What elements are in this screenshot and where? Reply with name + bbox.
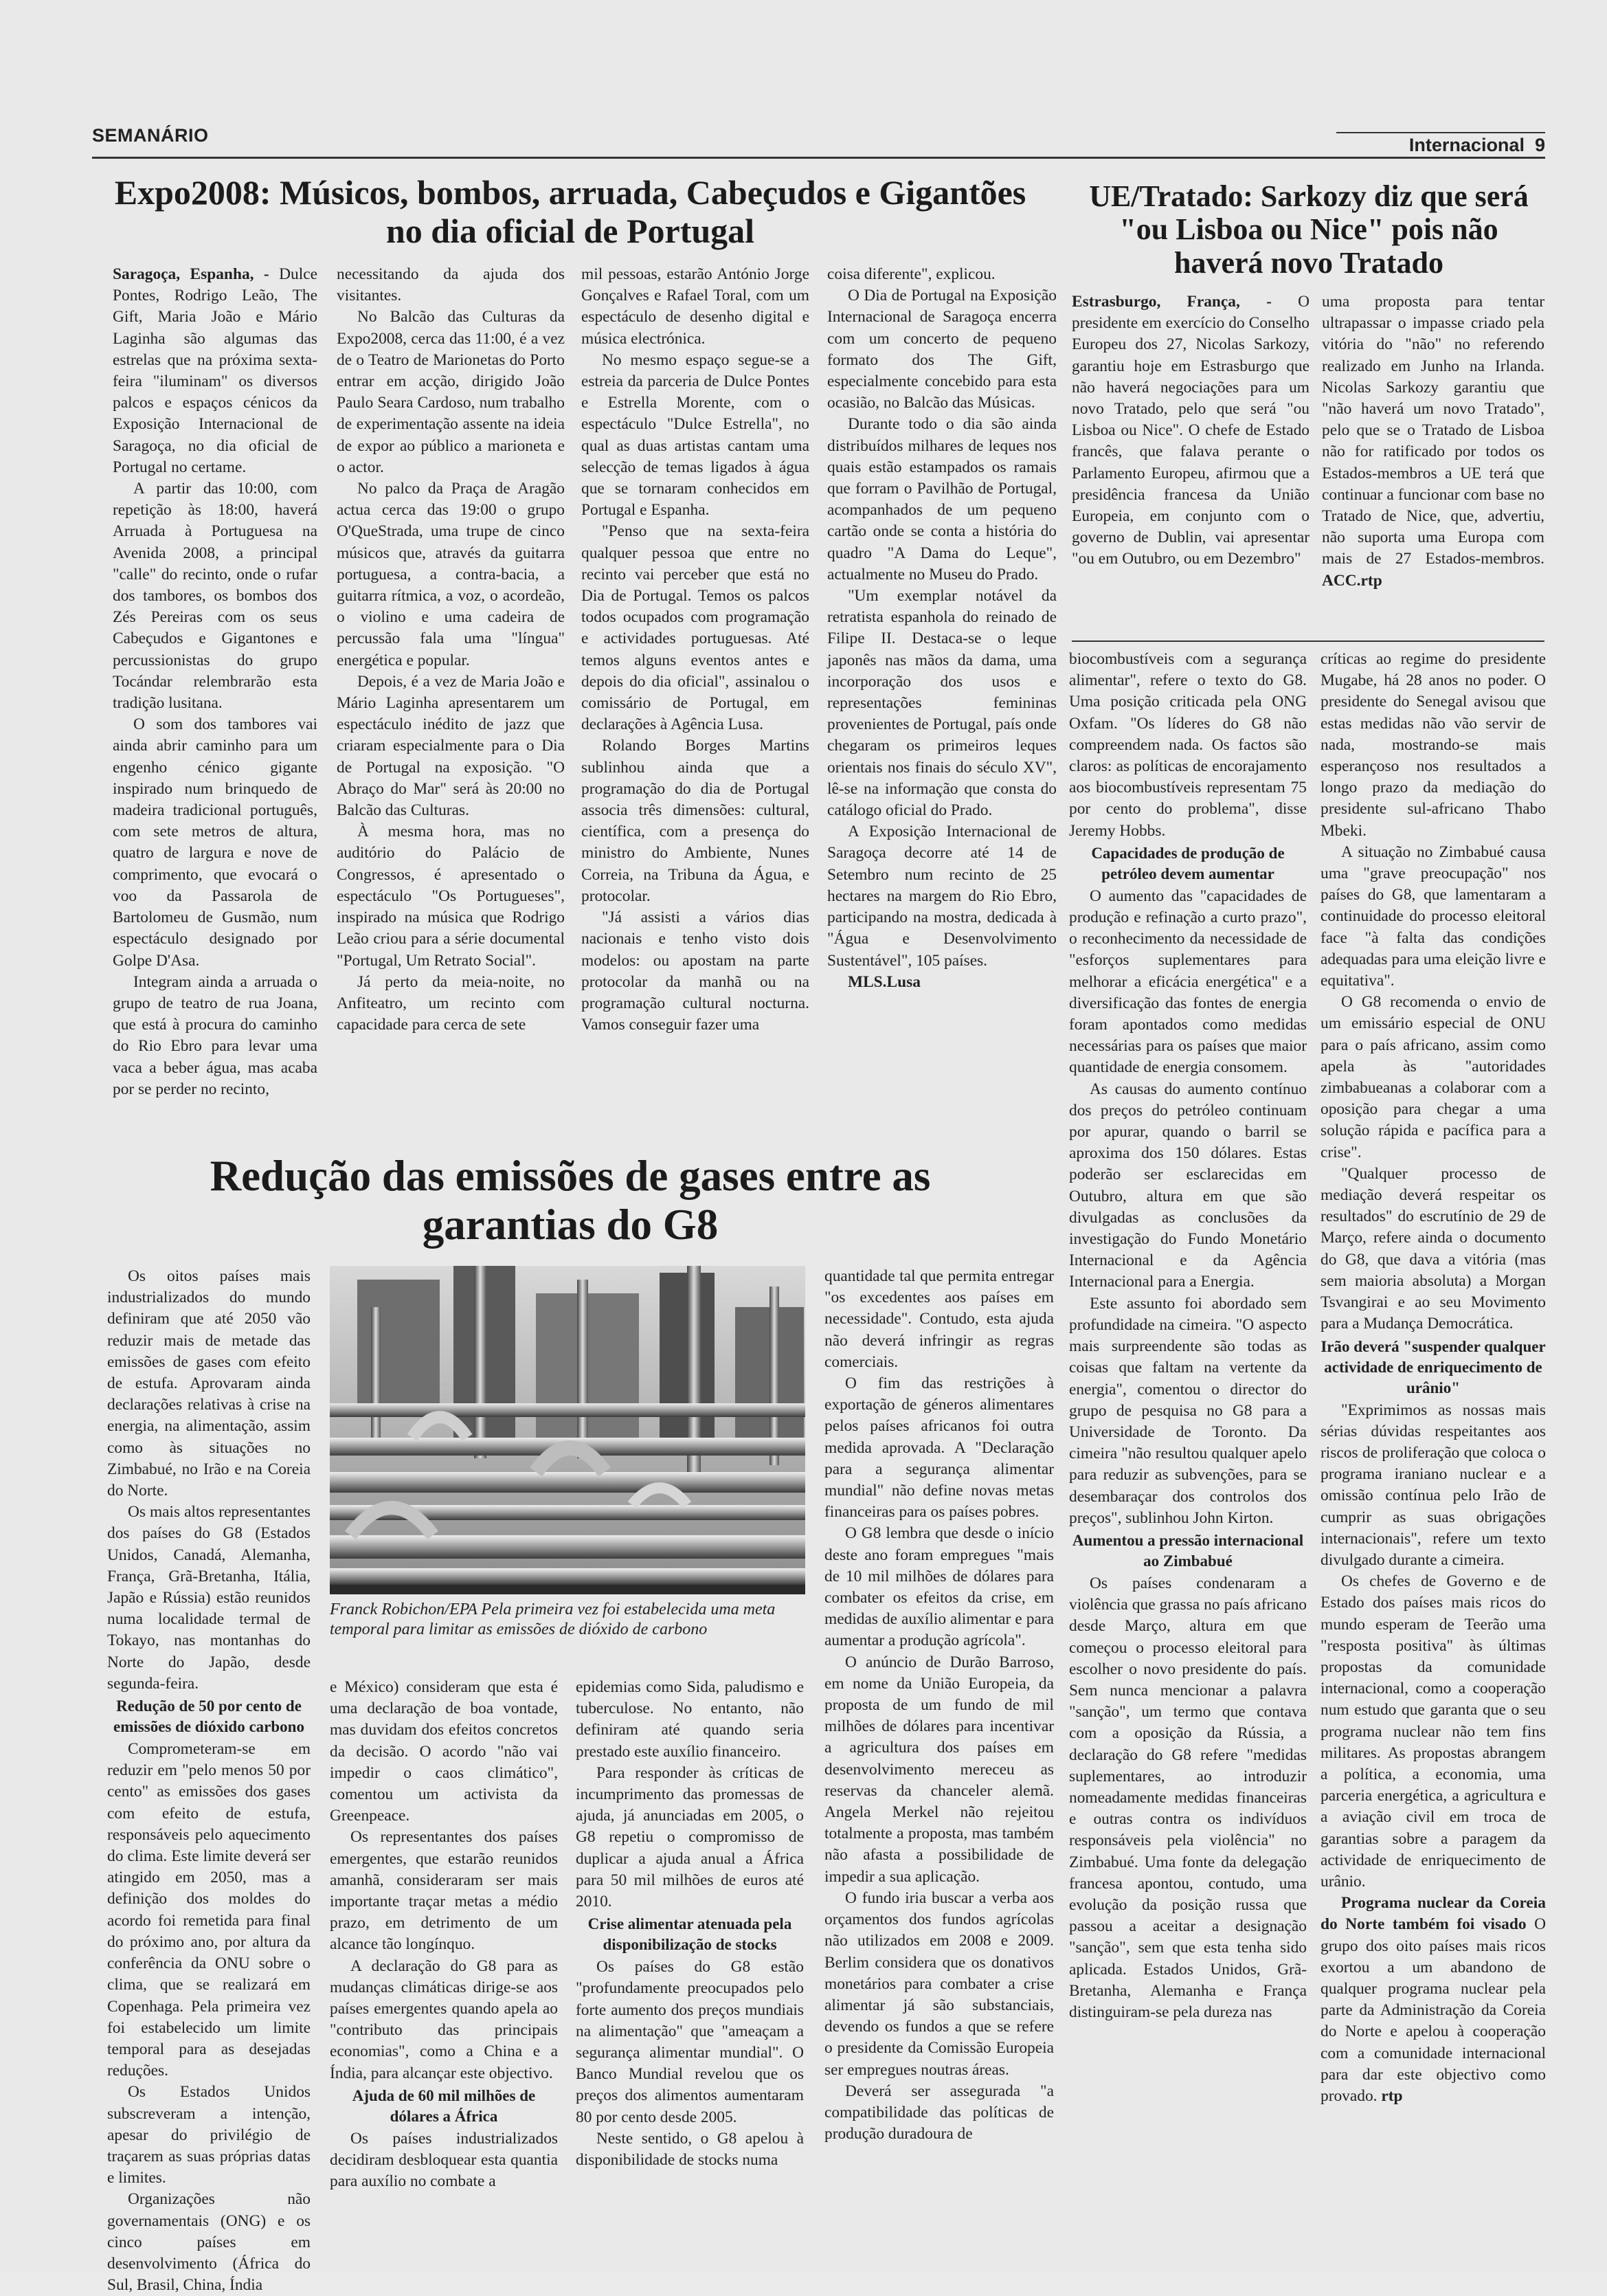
paragraph	[576, 1957, 804, 2128]
paragraph-text: Os chefes de Governo e de Estado dos países mais ricos do mundo esperam de Teerão uma "resposta positiva" às últimas propostas da comunidade internacional, como a cooperação num estudo que garanta que o seu programa nuclear não tem fins militares. As propostas abrangem a política, a economia, uma parceria energética, a agricultura e a aviação civil em troca de garantias sobre a paragem da actividade de enriquecimento de urânio.	[1321, 1572, 1546, 1891]
paragraph-text: "Exprimimos as nossas mais sérias dúvidas respeitantes aos riscos de proliferação que coloca o programa iraniano nuclear e a omissão contínua pelo Irão de cumprir as suas obrigações internacionais", refere um texto divulgado durante a cimeira.	[1321, 1401, 1546, 1569]
paragraph	[581, 350, 809, 522]
paragraph	[107, 2082, 311, 2189]
paragraph-text: Este assunto foi abordado sem profundidade na cimeira. "O aspecto mais surpreendente são todas as coisas que faltam na vertente da energia", comentou o director do grupo de pesquisa no G8 para a Universidade de Toronto. Da cimeira "não resultou qualquer apelo para reduzir as subvenções, para se desembaraçar dos controlos dos preços", sublinhou John Kirton.	[1069, 1294, 1307, 1527]
paragraph	[581, 521, 809, 735]
article3-headline-line2: garantias do G8	[422, 1200, 719, 1249]
paragraph-text: Os oitos países mais industrializados do mundo definiram que até 2050 vão reduzir mais de metade das emissões de gases com efeito de estufa. Aprovaram ainda declarações relativas à crise na energia, na alimentação, assim como às situações no Zimbabué, no Irão e na Coreia do Norte.	[107, 1267, 311, 1500]
paragraph	[1069, 886, 1307, 1079]
inline-heading: Programa nuclear da Coreia do Norte também foi visado	[1321, 1894, 1546, 1934]
paragraph	[107, 1502, 311, 1695]
article1-column-4	[827, 264, 1057, 1152]
paragraph	[107, 1739, 311, 2082]
paragraph	[337, 306, 565, 478]
paragraph	[827, 586, 1057, 821]
paragraph	[1321, 1893, 1546, 2107]
paragraph	[1321, 1571, 1546, 1893]
subheading: Redução de 50 por cento de emissões de dióxido carbono	[113, 1697, 304, 1736]
dateline: Saragoça, Espanha, -	[113, 265, 269, 283]
article3-column-2	[330, 1677, 558, 2217]
paragraph	[337, 671, 565, 821]
article2-bottom-rule	[1072, 640, 1544, 642]
paragraph-text: biocombustíveis com a segurança alimentar", refere o texto do G8. Uma posição criticada pela ONG Oxfam. "Os líderes do G8 não compreendem nada. Os factos são claros: as políticas de encorajamento aos biocombustíveis representam 75 por cento do problema", disse Jeremy Hobbs.	[1069, 650, 1307, 840]
subheading: Irão deverá "suspender qualquer actividade de enriquecimento de urânio"	[1321, 1337, 1546, 1396]
paragraph-text: No palco da Praça de Aragão actua cerca das 19:00 o grupo O'QueStrada, uma trupe de cinco músicos que, através da guitarra portuguesa, a contra-bacia, a guitarra rítmica, a voz, o acordeão, o violino e uma cadeira de percussão fala uma "língua" energética e popular.	[337, 480, 565, 669]
paragraph-text: O Dia de Portugal na Exposição Internacional de Saragoça encerra com um concerto de pequeno formato dos The Gift, especialmente concebido para esta ocasião, no Balcão das Músicas.	[827, 287, 1057, 412]
paragraph-text: Organizações não governamentais (ONG) e os cinco países em desenvolvimento (África do Sul, Brasil, China, Índia	[107, 2190, 311, 2295]
paragraph	[824, 1523, 1054, 1651]
paragraph-text: "Um exemplar notável da retratista espanhola do reinado de Filipe II. Destaca-se o leque japonês nas mãos da dama, uma incorporação dos usos e representações femininas provenientes de Portugal, país onde chegaram os primeiros leques orientais nos finais do século XV", lê-se na informação que consta do catálogo oficial do Prado.	[827, 587, 1057, 820]
paragraph-text: uma proposta para tentar ultrapassar o impasse criado pela vitória do "não" no referendo realizado em Junho na Irlanda. Nicolas Sarkozy garantiu que "não haverá um novo Tratado", pelo que se o Tratado de Lisboa não for ratificado por todos os Estados-membros a UE terá que continuar a funcionar com base no Tratado de Nice, que, advertiu, não suporta uma Europa com mais de 27 Estados-membros.	[1322, 293, 1544, 568]
photo-caption: Franck Robichon/EPA Pela primeira vez foi estabelecida uma meta temporal para limitar as emissões de dióxido de carbono	[330, 1601, 776, 1638]
article2-headline-line2: "ou Lisboa ou Nice" pois não	[1119, 212, 1498, 247]
paragraph	[581, 907, 809, 1036]
paragraph-text: O presidente em exercício do Conselho Europeu dos 27, Nicolas Sarkozy, garantiu hoje em Estrasburgo que não haverá negociações para um novo Tratado, pelo que será "ou Lisboa ou Nice". O chefe de Estado francês, que falava perante o Parlamento Europeu, afirmou que a presidência francesa da União Europeia, em conjunto com o governo de Dublin, vai apresentar "ou em Outubro, ou em Dezembro"	[1072, 293, 1310, 568]
paragraph	[827, 972, 1057, 993]
paragraph	[113, 478, 317, 714]
paragraph	[824, 1652, 1054, 1888]
paragraph-text: Comprometeram-se em reduzir em "pelo menos 50 por cento" as emissões dos gases com efeito de estufa, responsáveis pelo aquecimento do clima. Este limite deverá ser atingido em 2050, mas a definição dos moldes do acordo foi remetida para final do próximo ano, por altura da conferência da ONU sobre o clima, que se realizará em Copenhaga. Pela primeira vez foi estabelecido um limite temporal para as desejadas reduções.	[107, 1740, 311, 2080]
article1-column-2	[337, 264, 565, 1152]
paragraph-text: No Balcão das Culturas da Expo2008, cerca das 11:00, é a vez de o Teatro de Marionetas do Porto entrar em acção, dirigido João Paulo Seara Cardoso, num trabalho de experimentação assente na ideia de expor ao público a marioneta e o actor.	[337, 308, 565, 476]
paragraph-text: O fundo iria buscar a verba aos orçamentos dos fundos agrícolas não utilizados em 2008 e 2009. Berlim considera que os donativos monetários para combater a crise alimentar já são substanciais, devendo os fundos a que se refere o presidente da Comissão Europeia ser empregues noutras áreas.	[824, 1888, 1054, 2079]
article2-headline	[1072, 180, 1546, 280]
paragraph-text: O som dos tambores vai ainda abrir caminho para um engenho cénico gigante inspirado num brinquedo de madeira tradicional português, com sete metros de altura, quatro de largura e nove de comprimento, que evocará o voo da Passarola de Bartolomeu de Gusmão, num espectáculo designado por Golpe D'Asa.	[113, 715, 317, 970]
paragraph-text: O fim das restrições à exportação de géneros alimentares pelos países africanos foi outra medida aprovada. A "Declaração para a segurança alimentar mundial" não define novas metas financeiras para os países pobres.	[824, 1374, 1054, 1522]
paragraph	[330, 1677, 558, 1827]
paragraph	[1321, 842, 1546, 992]
paragraph	[107, 1266, 311, 1502]
subheading: Ajuda de 60 mil milhões de dólares a África	[352, 2086, 536, 2125]
paragraph-text: quantidade tal que permita entregar "os excedentes aos países em necessidade". Contudo, esta ajuda não deverá infringir as regras comerciais.	[824, 1267, 1054, 1371]
paragraph-text: A situação no Zimbabué causa uma "grave preocupação" nos países do G8, que lamentaram a continuidade do processo eleitoral face "à falta das condições adequadas para uma eleição livre e equitativa".	[1321, 843, 1546, 990]
article1-headline-line2: no dia oficial de Portugal	[385, 212, 755, 250]
article3-headline	[96, 1152, 1044, 1249]
paragraph-text: Durante todo o dia são ainda distribuídos milhares de leques nos quais estão estampados os ramais que forram o Pavilhão de Portugal, acompanhados de um pequeno cartão onde se conta a história do quadro "A Dama do Leque", actualmente no Museu do Prado.	[827, 415, 1057, 583]
paragraph	[824, 1888, 1054, 2081]
subheading: Crise alimentar atenuada pela disponibilização de stocks	[587, 1915, 792, 1954]
header-right-rule	[1336, 132, 1545, 133]
paragraph	[113, 714, 317, 971]
paragraph	[1321, 1163, 1546, 1335]
paragraph-text: A Exposição Internacional de Saragoça decorre até 14 de Setembro num recinto de 25 hectares na margem do Rio Ebro, participando na mostra, dedicada à "Água e Desenvolvimento Sustentável", 105 países.	[827, 823, 1057, 970]
header-rule	[92, 157, 1545, 159]
article3-column-6	[1321, 649, 1546, 2217]
paragraph-text: Os representantes dos países emergentes, que estarão reunidos amanhã, consideraram ser mais importante traçar metas a médio prazo, em detrimento de um alcance tão longínquo.	[330, 1828, 558, 1954]
section-name: Internacional	[1408, 135, 1525, 155]
paragraph-text: Depois, é a vez de Maria João e Mário Laginha apresentarem um espectáculo inédito de jazz que criaram especialmente para o Dia de Portugal na exposição. "O Abraço do Mar" será às 20:00 no Balcão das Culturas.	[337, 672, 565, 820]
paragraph-text: "Penso que na sexta-feira qualquer pessoa que entre no recinto vai perceber que está no Dia de Portugal. Temos os palcos todos ocupados com programação e actividades portuguesas. Até temos alguns eventos antes e depois do dia oficial", assinalou o comissário de Portugal, em declarações à Agência Lusa.	[581, 522, 809, 734]
article3-column-3	[576, 1677, 804, 2217]
article1-column-1	[113, 264, 317, 1152]
author-signature: ACC.rtp	[1322, 571, 1382, 590]
author-signature: rtp	[1377, 2087, 1403, 2105]
paragraph	[824, 1266, 1054, 1373]
paragraph-text: O G8 recomenda o envio de um emissário especial de ONU para o país africano, assim como apela às "autoridades zimbabueanas a colaborar com a oposição para chegar a uma solução rápida e pacífica para a crise".	[1321, 993, 1546, 1161]
paragraph	[113, 972, 317, 1100]
paragraph-text: A partir das 10:00, com repetição às 18:00, haverá Arruada à Portuguesa na Avenida 2008, a principal "calle" do recinto, onde o rufar dos tambores, os bombos dos Zés Pereiras com os seus Cabeçudos e Gigantones e percussionistas do grupo Tocándar relembrarão esta tradição lusitana.	[113, 480, 317, 713]
paragraph	[827, 264, 1057, 285]
paragraph	[1072, 291, 1310, 570]
article3-column-4	[824, 1266, 1054, 2217]
paragraph-text: Os países condenaram a violência que grassa no país africano desde Março, altura em que começou o processo eleitoral para escolher o novo presidente do país. Sem nunca mencionar a palavra "sanção", um termo que contava com a oposição da Rússia, a declaração do G8 refere "medidas suplementares, ao introduzir nomeadamente medidas financeiras e outras contra os indivíduos responsáveis pela violência" no Zimbabué. Uma fonte da delegação francesa apontou, contudo, uma evolução da posição russa que passou a aceitar a designação "sanção", sem que esta tenha sido aplicada. Estados Unidos, Grã-Bretanha, Alemanha e França distinguiram-se pela dureza nas	[1069, 1574, 1307, 2021]
paragraph-text: Rolando Borges Martins sublinhou ainda que a programação do dia de Portugal associa três dimensões: cultural, científica, com a presença do ministro do Ambiente, Nunes Correia, na Tribuna da Água, e protocolar.	[581, 737, 809, 905]
paragraph-text: Integram ainda a arruada o grupo de teatro de rua Joana, que está à procura do caminho do Rio Ebro para levar uma vaca a beber água, mas acaba por se perder no recinto,	[113, 972, 317, 1098]
author-signature: MLS.Lusa	[848, 972, 921, 991]
paragraph-text: necessitando da ajuda dos visitantes.	[337, 265, 565, 305]
paragraph-text: Os Estados Unidos subscreveram a intenção, apesar do privilégio de traçarem as suas próprias datas e limites.	[107, 2083, 311, 2187]
refinery-illustration	[330, 1266, 805, 1594]
paragraph-text: epidemias como Sida, paludismo e tuberculose. No entanto, não definiram até quando seria prestado este auxílio financeiro.	[576, 1678, 804, 1761]
article3-column-5	[1069, 649, 1307, 2217]
article2-headline-line3: haverá novo Tratado	[1174, 245, 1443, 280]
paragraph-text: Já perto da meia-noite, no Anfiteatro, um recinto com capacidade para cerca de sete	[337, 972, 565, 1034]
paragraph	[827, 285, 1057, 414]
paragraph-text: Deverá ser assegurada "a compatibilidade das políticas de produção duradoura de	[824, 2082, 1054, 2143]
paragraph	[330, 1827, 558, 1955]
paragraph	[827, 821, 1057, 971]
refinery-photo	[330, 1266, 805, 1594]
publication-name: SEMANÁRIO	[92, 125, 209, 146]
article1-column-3	[581, 264, 809, 1152]
paragraph-text: "Qualquer processo de mediação deverá respeitar os resultados" do escrutínio de 29 de Março, refere ainda o documento do G8, que dava a vitória (mas sem maioria absoluta) a Morgan Tsvangirai e ao seu Movimento para a Mudança Democrática.	[1321, 1164, 1546, 1333]
paragraph	[1322, 291, 1544, 592]
paragraph	[107, 2189, 311, 2296]
subheading: Capacidades de produção de petróleo devem aumentar	[1091, 844, 1285, 882]
paragraph-text: O aumento das "capacidades de produção e refinação a curto prazo", o reconhecimento da necessidade de "esforços suplementares para melhorar a eficácia energética" e a diversificação das fontes de energia foram apontados como medidas necessárias para os países que maior quantidade de energia consomem.	[1069, 887, 1307, 1077]
paragraph-text: coisa diferente", explicou.	[827, 265, 996, 283]
paragraph-text: mil pessoas, estarão António Jorge Gonçalves e Rafael Toral, com um espectáculo de desenho digital e música electrónica.	[581, 265, 809, 348]
paragraph-text: À mesma hora, mas no auditório do Palácio de Congressos, é apresentado o espectáculo "Os Portugueses", inspirado na música que Rodrigo Leão criou para a série documental "Portugal, Um Retrato Social".	[337, 823, 565, 970]
paragraph	[581, 264, 809, 350]
paragraph-text: críticas ao regime do presidente Mugabe, há 28 anos no poder. O presidente do Senegal avisou que estas medidas não vão servir de nada, mostrando-se mais esperançoso nos resultados a longo prazo da mediação do presidente sul-africano Thabo Mbeki.	[1321, 650, 1546, 840]
paragraph-text: Os países industrializados decidiram desbloquear esta quantia para auxílio no combate a	[330, 2129, 558, 2191]
paragraph	[1069, 1293, 1307, 1529]
paragraph-text: O anúncio de Durão Barroso, em nome da União Europeia, da proposta de um fundo de mil milhões de dólares para incentivar a agricultura dos países em desenvolvimento mereceu as reservas da chanceler alemã. Angela Merkel não rejeitou totalmente a proposta, mas também não afasta a possibilidade de impedir a sua aplicação.	[824, 1653, 1054, 1886]
article1-headline-line1: Expo2008: Músicos, bombos, arruada, Cabeçudos e Gigantões	[114, 173, 1026, 212]
paragraph	[1321, 649, 1546, 842]
paragraph-text: e México) consideram que esta é uma declaração de boa vontade, mas duvidam dos efeitos concretos da decisão. O acordo "não vai impedir o caos climático", comentou um activista da Greenpeace.	[330, 1678, 558, 1825]
page-number: 9	[1534, 135, 1545, 155]
paragraph-text: A declaração do G8 para as mudanças climáticas dirige-se aos países emergentes quando apela ao "contributo das principais economias", como a China e a Índia, para alcançar este objectivo.	[330, 1957, 558, 2082]
paragraph	[1069, 1079, 1307, 1293]
paragraph-text: Para responder às críticas de incumprimento das promessas de ajuda, já anunciadas em 2005, o G8 repetiu o compromisso de duplicar a ajuda anual a África para 50 mil milhões de euros até 2010.	[576, 1763, 804, 1911]
paragraph	[113, 264, 317, 478]
paragraph-text: No mesmo espaço segue-se a estreia da parceria de Dulce Pontes e Estrella Morente, com o espectáculo "Dulce Estrella", no qual as duas artistas cantam uma selecção de temas ligados à água que se tornaram conhecidos em Portugal e Espanha.	[581, 350, 809, 520]
paragraph	[1069, 649, 1307, 842]
paragraph	[576, 1763, 804, 1913]
paragraph	[824, 2081, 1054, 2145]
paragraph-text: O G8 lembra que desde o início deste ano foram empregues "mais de 10 mil milhões de dólares para combater os efeitos da crise, em medidas de auxílio alimentar e para aumentar a produção agrícola".	[824, 1524, 1054, 1650]
paragraph	[576, 2128, 804, 2171]
paragraph-text: Dulce Pontes, Rodrigo Leão, The Gift, Maria João e Mário Laginha são algumas das estrelas que na próxima sexta-feira "iluminam" os diversos palcos e espaços cénicos da Exposição Internacional de Saragoça, no dia oficial de Portugal no certame.	[113, 265, 317, 476]
paragraph-text: As causas do aumento contínuo dos preços do petróleo continuam por apurar, quando o barril se aproxima dos 150 dólares. Estas poderão ser esclarecidas em Outubro, altura em que são divulgadas as conclusões da investigação do Fundo Monetário Internacional e da Agência Internacional para a Energia.	[1069, 1080, 1307, 1291]
paragraph	[827, 414, 1057, 586]
paragraph	[337, 264, 565, 306]
paragraph	[330, 2128, 558, 2193]
paragraph	[824, 1373, 1054, 1523]
article1-headline	[82, 173, 1058, 250]
paragraph	[337, 821, 565, 971]
article2-column-2	[1322, 291, 1544, 632]
paragraph-text: Neste sentido, o G8 apelou à disponibilidade de stocks numa	[576, 2129, 804, 2170]
paragraph	[337, 972, 565, 1036]
paragraph	[330, 1956, 558, 2084]
paragraph	[581, 735, 809, 907]
article2-headline-line1: UE/Tratado: Sarkozy diz que será	[1089, 179, 1529, 213]
section-label	[1409, 135, 1545, 156]
paragraph-text: Os países do G8 estão "profundamente preocupados pelo forte aumento dos preços mundiais na alimentação" que "ameaçam a segurança alimentar mundial". O Banco Mundial revelou que os preços dos alimentos aumentaram 80 por cento desde 2005.	[576, 1958, 804, 2126]
paragraph	[337, 478, 565, 671]
dateline: Estrasburgo, França, -	[1072, 293, 1272, 311]
paragraph	[1321, 1400, 1546, 1572]
paragraph-text: Os mais altos representantes dos países do G8 (Estados Unidos, Canadá, Alemanha, França, Grã-Bretanha, Itália, Japão e Rússia) estão reunidos numa localidade termal de Tokayo, nas montanhas do Norte do Japão, desde segunda-feira.	[107, 1503, 311, 1693]
paragraph-text: "Já assisti a vários dias nacionais e tenho visto dois modelos: ou apostam na parte protocolar da manhã ou na programação cultural nocturna. Vamos conseguir fazer uma	[581, 909, 809, 1034]
article3-headline-line1: Redução das emissões de gases entre as	[210, 1152, 931, 1200]
article2-column-1	[1072, 291, 1310, 632]
paragraph	[576, 1677, 804, 1763]
article3-column-1	[107, 1266, 311, 2295]
paragraph-text: O grupo dos oito países mais ricos exortou a um abandono de qualquer programa nuclear pela parte da Administração da Coreia do Norte e apelou à cooperação com a comunidade internacional para dar este objectivo como provado.	[1321, 1915, 1546, 2105]
paragraph	[1321, 992, 1546, 1163]
paragraph	[1069, 1573, 1307, 2023]
subheading: Aumentou a pressão internacional ao Zimbabué	[1072, 1531, 1304, 1570]
